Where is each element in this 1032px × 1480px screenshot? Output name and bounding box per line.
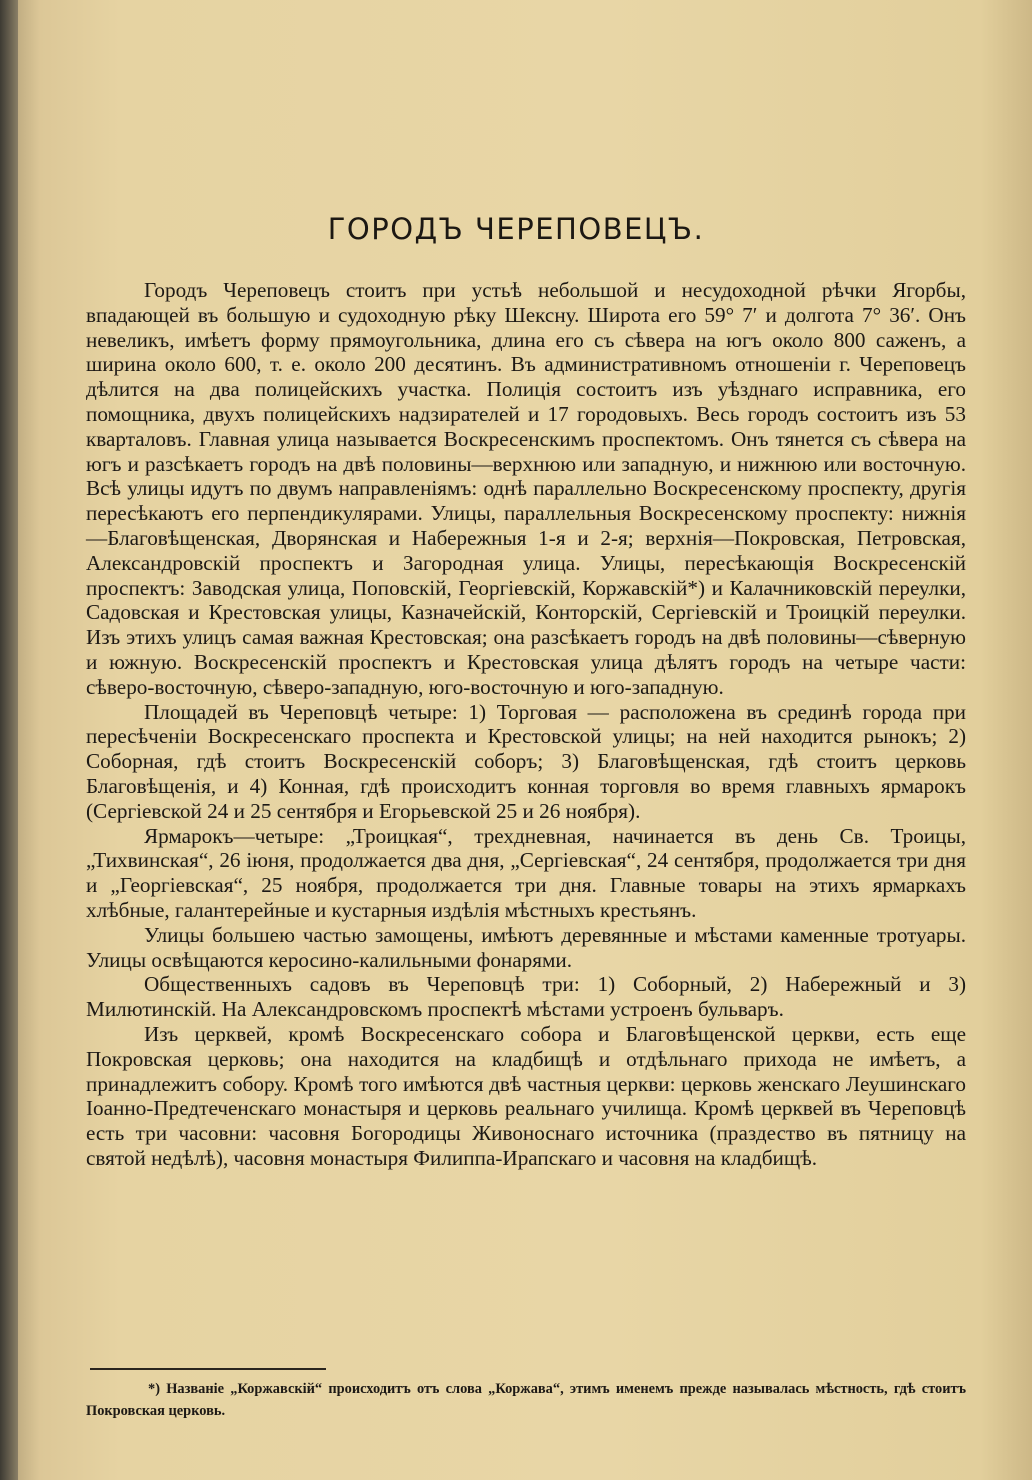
paragraph-squares: Площадей въ Череповцѣ четыре: 1) Торговая — расположена въ срединѣ города при пересѣченіи Воскресенскаго проспекта и Крестовской улицы; на ней находится рынокъ; 2) Соборная, гдѣ стоитъ Воскресенскій соборъ; 3) Благовѣщенская, гдѣ стоитъ церковь Благовѣщенія, и 4) Конная, гдѣ происходитъ конная торговля во время главныхъ ярмарокъ (Сергіевской 24 и 25 сентября и Егорьевской 25 и 26 ноября). [86, 699, 966, 823]
paragraph-fairs: Ярмарокъ—четыре: „Троицкая“, трехдневная, начинается въ день Св. Троицы, „Тихвинская“, 26 іюня, продолжается два дня, „Сергіевская“, 24 сентября, продолжается три дня и „Георгіевская“, 25 ноября, продолжается три дня. Главные товары на этихъ ярмаркахъ хлѣбные, галантерейные и кустарныя издѣлія мѣстныхъ крестьянъ. [86, 823, 966, 922]
footnote: *) Названіе „Коржавскій“ происходитъ отъ слова „Коржава“, этимъ именемъ прежде называлась мѣстность, гдѣ стоитъ Покровская церковь. [86, 1381, 966, 1419]
paragraph-gardens: Общественныхъ садовъ въ Череповцѣ три: 1) Соборный, 2) Набережный и 3) Милютинскій. На Александровскомъ проспектѣ мѣстами устроенъ бульваръ. [86, 972, 966, 1022]
paragraph-churches: Изъ церквей, кромѣ Воскресенскаго собора и Благовѣщенской церкви, есть еще Покровская церковь; она находится на кладбищѣ и отдѣльнаго прихода не имѣетъ, а принадлежитъ собору. Кромѣ того имѣются двѣ частныя церкви: церковь женскаго Леушинскаго Іоанно-Предтеченскаго монастыря и церковь реальнаго училища. Кромѣ церквей въ Череповцѣ есть три часовни: часовня Богородицы Живоноснаго источника (праздество въ пятницу на святой недѣлѣ), часовня монастыря Филиппа-Ирапскаго и часовня на кладбищѣ. [86, 1021, 966, 1170]
paragraph-streets: Улицы большею частью замощены, имѣютъ деревянные и мѣстами каменные тротуары. Улицы освѣщаются керосино-калильными фонарями. [86, 922, 966, 972]
page-title: ГОРОДЪ ЧЕРЕПОВЕЦЪ. [327, 212, 705, 246]
footnote-divider [90, 1368, 326, 1370]
body-text [86, 278, 966, 1171]
paragraph-city-overview: Городъ Череповецъ стоитъ при устьѣ небольшой и несудоходной рѣчки Ягорбы, впадающей въ большую и судоходную рѣку Шексну. Широта его 59° 7′ и долгота 7° 36′. Онъ невеликъ, имѣетъ форму прямоугольника, длина его съ сѣвера на югъ около 800 саженъ, а ширина около 600, т. е. около 200 десятинъ. Въ административномъ отношеніи г. Череповецъ дѣлится на два полицейскихъ участка. Полиція состоитъ изъ уѣзднаго исправника, его помощника, двухъ полицейскихъ надзирателей и 17 городовыхъ. Весь городъ состоитъ изъ 53 кварталовъ. Главная улица называется Воскресенскимъ проспектомъ. Онъ тянется съ сѣвера на югъ и разсѣкаетъ городъ на двѣ половины—верхнюю или западную, и нижнюю или восточную. Всѣ улицы идутъ по двумъ направленіямъ: однѣ параллельно Воскресенскому проспекту, другія пересѣкаютъ его перпендикулярами. Улицы, параллельныя Воскресенскому проспекту: нижнія—Благовѣщенская, Дворянская и Набережныя 1-я и 2-я; верхнія—Покровская, Петровская, Александровскій проспектъ и Загородная улица. Улицы, пересѣкающія Воскресенскій проспектъ: Заводская улица, Поповскій, Георгіевскій, Коржавскій*) и Калачниковскій переулки, Садовская и Крестовская улицы, Казначейскій, Конторскій, Сергіевскій и Троицкій переулки. Изъ этихъ улицъ самая важная Крестовская; она разсѣкаетъ городъ на двѣ половины—сѣверную и южную. Воскресенскій проспектъ и Крестовская улица дѣлятъ городъ на четыре части: сѣверо-восточную, сѣверо-западную, юго-восточную и юго-западную. [86, 278, 966, 699]
